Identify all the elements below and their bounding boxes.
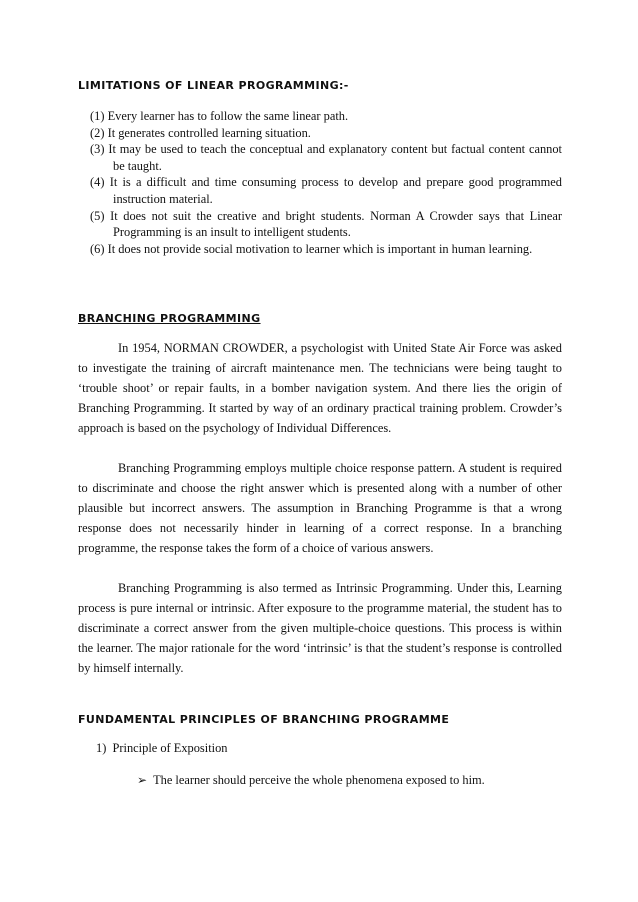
arrow-bullet-icon: ➢ [137, 773, 148, 787]
list-item-text: It may be used to teach the conceptual and explanatory content but factual content cannot be taught. [108, 142, 562, 173]
list-item-number: (2) [90, 125, 105, 140]
principle-item-label: Principle of Exposition [112, 741, 228, 755]
list-item-text: It is a difficult and time consuming process to develop and prepare good programmed instruction material. [109, 175, 562, 206]
principle-bullet [137, 773, 485, 788]
list-item-number: (6) [90, 241, 105, 256]
list-item-number: (3) [90, 142, 105, 157]
principles-heading: FUNDAMENTAL PRINCIPLES OF BRANCHING PROGRAMME [78, 713, 450, 726]
list-item-text: It does not suit the creative and bright students. Norman A Crowder says that Linear Programming is an insult to intelligent students. [110, 208, 562, 240]
principle-bullet-text: The learner should perceive the whole phenomena exposed to him. [153, 773, 485, 787]
list-item-number: (5) [90, 208, 105, 223]
list-item [90, 174, 562, 207]
principle-item [96, 741, 227, 756]
limitations-list [90, 108, 562, 257]
principle-item-number: 1) [96, 741, 107, 755]
branching-paragraph-2: Branching Programming employs multiple choice response pattern. A student is required to discriminate and choose the right answer which is presented along with a number of other plausible but incorrect answers. The assumption in Branching Programme is that a wrong response does not necessarily hinder in learning of a correct response. In a branching programme, the response takes the form of a choice of various answers. [78, 461, 562, 555]
list-item-number: (4) [90, 175, 105, 190]
list-item-text: It generates controlled learning situation. [107, 125, 311, 140]
branching-heading: BRANCHING PROGRAMMING [78, 312, 261, 325]
limitations-heading: LIMITATIONS OF LINEAR PROGRAMMING:- [78, 79, 349, 92]
list-item [90, 241, 562, 258]
list-item-number: (1) [90, 109, 105, 123]
list-item [90, 108, 562, 125]
branching-paragraph-3: Branching Programming is also termed as Intrinsic Programming. Under this, Learning process is pure internal or intrinsic. After exposure to the programme material, the student has to discriminate a correct answer from the given multiple-choice questions. This process is within the learner. The major rationale for the word ‘intrinsic’ is that the student’s response is controlled by himself internally. [78, 581, 562, 675]
list-item [90, 125, 562, 142]
branching-paragraph-1: In 1954, NORMAN CROWDER, a psychologist with United State Air Force was asked to investigate the training of aircraft maintenance men. The technicians were being taught to ‘trouble shoot’ or repair faults, in a bomber navigation system. And there lies the origin of Branching Programming. It started by way of an ordinary practical training problem. Crowder’s approach is based on the psychology of Individual Differences. [78, 341, 562, 435]
list-item [90, 208, 562, 241]
list-item [90, 141, 562, 174]
list-item-text: It does not provide social motivation to learner which is important in human learning. [107, 241, 533, 256]
list-item-text: Every learner has to follow the same linear path. [107, 109, 349, 123]
